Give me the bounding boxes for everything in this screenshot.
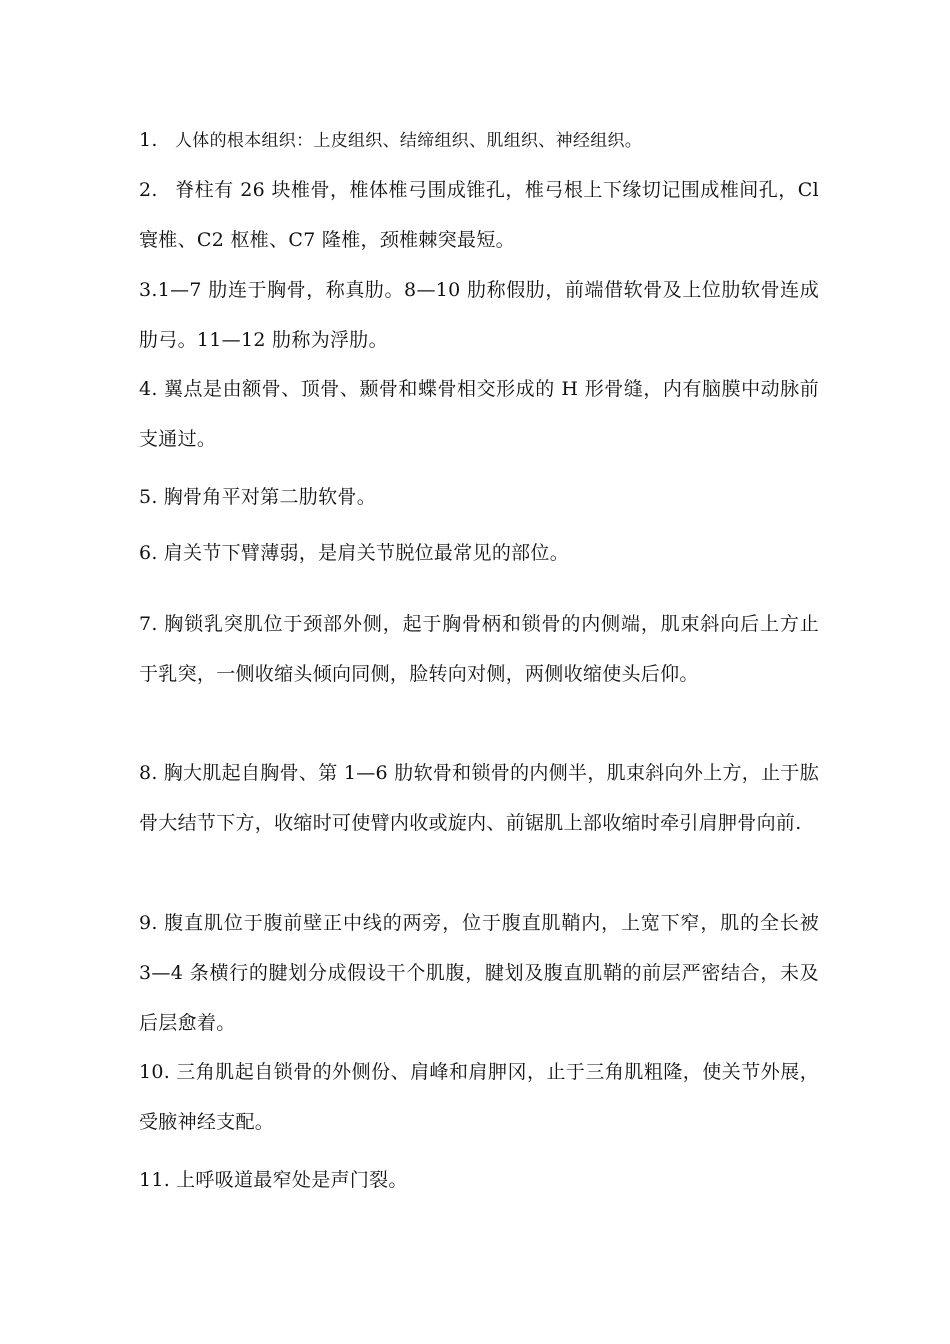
item-text: 脊柱有 26 块椎骨，椎体椎弓围成锥孔，椎弓根上下缘切记围成椎间孔，Cl 寰椎、C2 枢椎、C7 隆椎，颈椎棘突最短。	[139, 179, 819, 251]
item-text: 腹直肌位于腹前壁正中线的两旁，位于腹直肌鞘内，上宽下窄，肌的全长被 3—4 条横行的腱划分成假设干个肌腹，腱划及腹直肌鞘的前层严密结合，未及后层愈着。	[139, 912, 819, 1034]
item-number: 9.	[139, 912, 158, 934]
item-text: 1—7 肋连于胸骨，称真肋。8—10 肋称假肋，前端借软骨及上位肋软骨连成肋弓。11—12 肋称为浮肋。	[139, 279, 819, 351]
item-text: 人体的根本组织：上皮组织、结缔组织、肌组织、神经组织。	[175, 131, 643, 151]
item-number: 4.	[139, 378, 158, 400]
list-item-9	[139, 898, 819, 1048]
item-text: 上呼吸道最窄处是声门裂。	[176, 1169, 408, 1191]
list-item-8	[139, 748, 819, 848]
item-text: 三角肌起自锁骨的外侧份、肩峰和肩胛冈，止于三角肌粗隆，使关节外展，受腋神经支配。	[139, 1061, 819, 1133]
item-text: 胸大肌起自胸骨、第 1—6 肋软骨和锁骨的内侧半，肌束斜向外上方，止于肱骨大结节下方，收缩时可使臂内收或旋内、前锯肌上部收缩时牵引肩胛骨向前.	[139, 762, 819, 834]
list-item-10	[139, 1047, 819, 1147]
item-number: 7.	[139, 613, 158, 635]
item-number: 11.	[139, 1169, 171, 1191]
item-text: 翼点是由额骨、顶骨、颞骨和蝶骨相交形成的 H 形骨缝，内有脑膜中动脉前支通过。	[139, 378, 819, 450]
item-number: 3.	[139, 279, 158, 301]
item-number: 6.	[139, 542, 158, 564]
list-item-5	[139, 472, 819, 522]
item-number: 1.	[139, 129, 158, 151]
list-item-4	[139, 364, 819, 464]
item-number: 2.	[139, 179, 158, 201]
list-item-1	[139, 115, 819, 166]
item-text: 胸锁乳突肌位于颈部外侧，起于胸骨柄和锁骨的内侧端，肌束斜向后上方止于乳突，一侧收缩头倾向同侧，脸转向对侧，两侧收缩使头后仰。	[139, 613, 819, 685]
item-number: 5.	[139, 486, 158, 508]
item-number: 10.	[139, 1061, 171, 1083]
list-item-3	[139, 265, 819, 365]
item-number: 8.	[139, 762, 158, 784]
list-item-6	[139, 528, 819, 578]
item-text: 肩关节下臂薄弱，是肩关节脱位最常见的部位。	[163, 542, 570, 564]
list-item-2	[139, 165, 819, 265]
list-item-11	[139, 1155, 819, 1205]
item-text: 胸骨角平对第二肋软骨。	[163, 486, 377, 508]
list-item-7	[139, 599, 819, 699]
